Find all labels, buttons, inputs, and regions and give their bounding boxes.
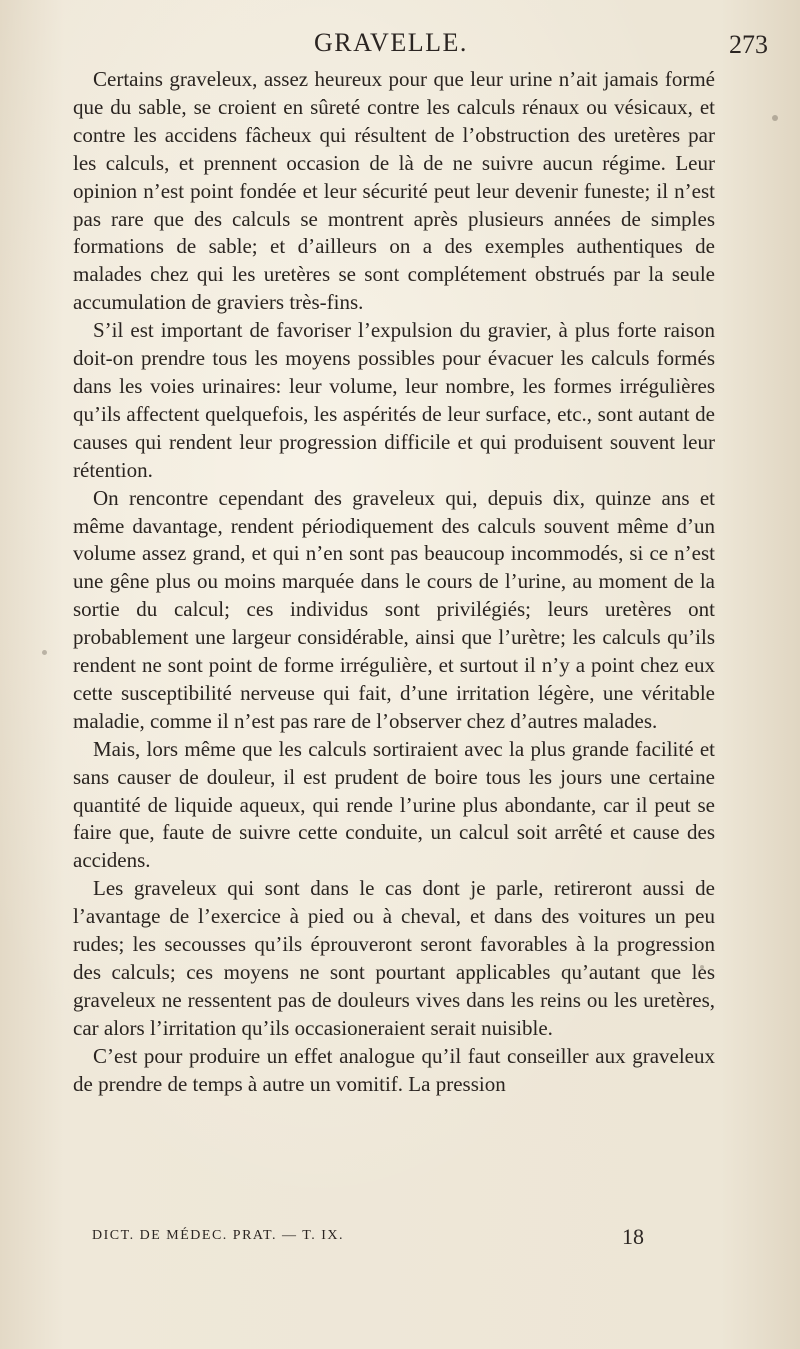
running-title: GRAVELLE.: [314, 28, 468, 57]
paper-speck: [42, 650, 47, 655]
signature-mark: DICT. DE MÉDEC. PRAT. — T. IX.: [92, 1228, 345, 1243]
page-number: 273: [729, 30, 768, 59]
paper-speck: [772, 115, 778, 121]
paragraph-3: On rencontre cependant des graveleux qui, depuis dix, quinze ans et même davantage, rendent périodiquement des calculs souvent même d’un volume assez grand, et qui n’en sont pas beaucoup incommodés, si ce n’est une gêne plus ou moins marquée dans le cours de l’urine, au moment de la sortie du calcul; ces individus sont privilégiés; leurs uretères ont probablement une largeur considérable, ainsi que l’urètre; les calculs qu’ils rendent ne sont point de forme irrégulière, et surtout il n’y a point chez eux cette susceptibilité nerveuse qui fait, d’une irritation légère, une véritable maladie, comme il n’est pas rare de l’observer chez d’autres malades.: [73, 485, 715, 733]
paragraph-2: S’il est important de favoriser l’expulsion du gravier, à plus forte raison doit-on prendre tous les moyens possibles pour évacuer les calculs formés dans les voies urinaires: leur volume, leur nombre, les formes irrégulières qu’ils affectent quelquefois, les aspérités de leur surface, etc., sont autant de causes qui rendent leur progression difficile et qui produisent souvent leur rétention.: [73, 318, 715, 482]
paper-speck: [700, 965, 704, 969]
signature-number: 18: [622, 1224, 644, 1249]
page-footer: [0, 1226, 800, 1256]
paragraph-5: Les graveleux qui sont dans le cas dont je parle, retireront aussi de l’avantage de l’exercice à pied ou à cheval, et dans des voitures un peu rudes; les secousses qu’ils éprouveront seront favorables à la progression des calculs; ces moyens ne sont pourtant applicables qu’autant que les graveleux ne ressentent pas de douleurs vives dans les reins ou les uretères, car alors l’irritation qu’ils occasioneraient serait nuisible.: [73, 876, 715, 1040]
page-header: [0, 28, 800, 62]
paragraph-4: Mais, lors même que les calculs sortiraient avec la plus grande facilité et sans causer de douleur, il est prudent de boire tous les jours une certaine quantité de liquide aqueux, qui rende l’urine plus abondante, car il peut se faire que, faute de suivre cette conduite, un calcul soit arrêté et cause des accidens.: [73, 736, 715, 873]
paragraph-1: Certains graveleux, assez heureux pour que leur urine n’ait jamais formé que du sable, se croient en sûreté contre les calculs rénaux ou vésicaux, et contre les accidens fâcheux qui résultent de l’obstruction des uretères par les calculs, et prennent occasion de là de ne suivre aucun régime. Leur opinion n’est point fondée et leur sécurité peut leur devenir funeste; il n’est pas rare que des calculs se montrent après plusieurs années de simples formations de sable; et d’ailleurs on a des exemples authentiques de malades chez qui les uretères se sont complétement obstrués par la seule accumulation de graviers très-fins.: [73, 67, 715, 315]
paragraph-6: C’est pour produire un effet analogue qu’il faut conseiller aux graveleux de prendre de temps à autre un vomitif. La pression: [73, 1043, 715, 1096]
body-text: [73, 66, 715, 1099]
